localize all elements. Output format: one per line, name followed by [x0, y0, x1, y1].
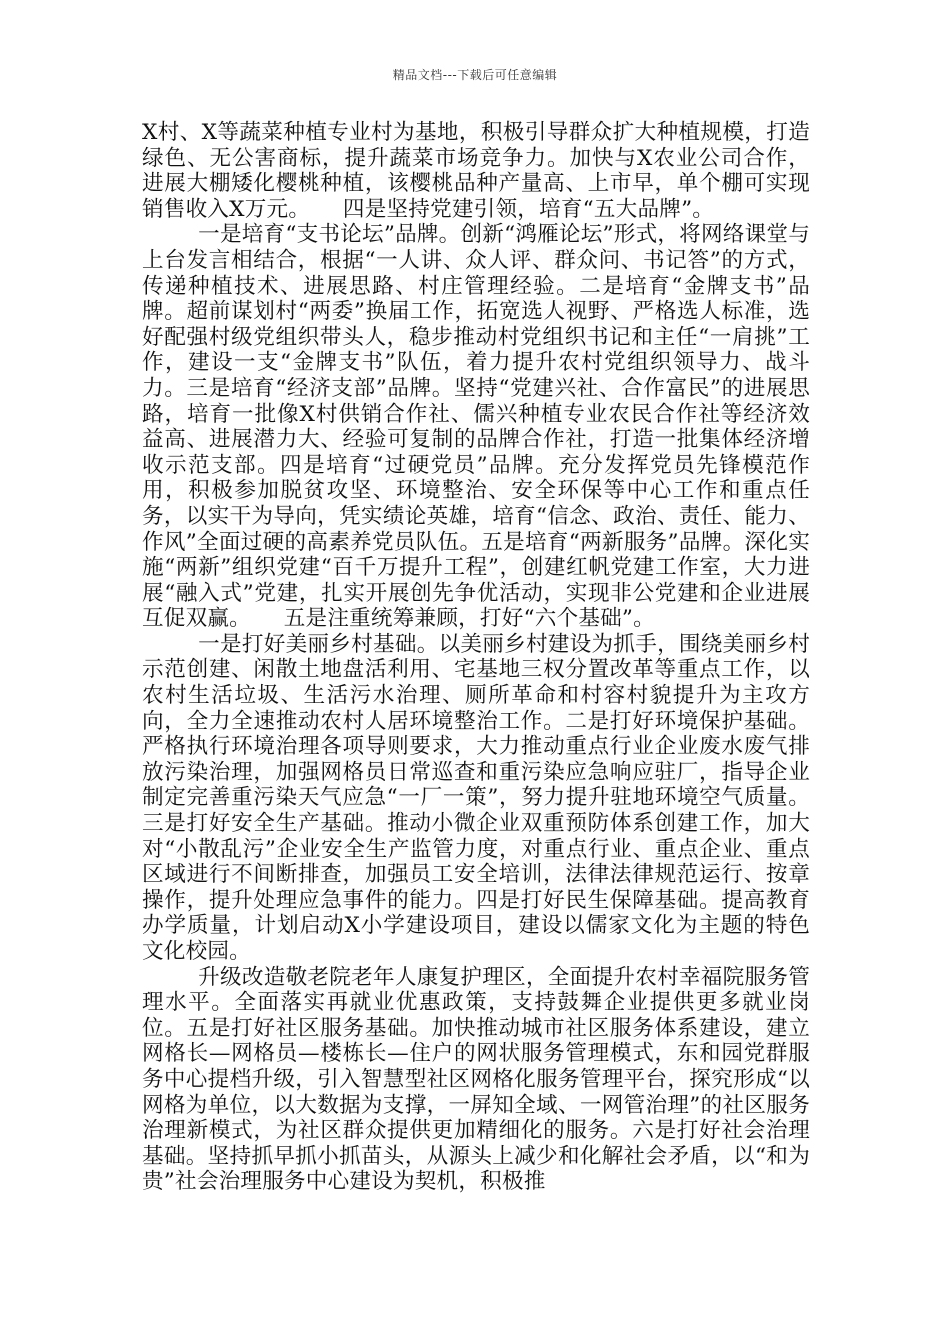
- page-header: 精品文档---下载后可任意编辑: [392, 68, 558, 82]
- paragraph: X村、X等蔬菜种植专业村为基地，积极引导群众扩大种植规模，打造绿色、无公害商标，提升蔬菜市场竞争力。加快与X农业公司合作，进展大棚矮化樱桃种植，该樱桃品种产量高、上市早，单个棚可实现销售收入X万元。 四是坚持党建引领，培育“五大品牌”。: [142, 120, 810, 222]
- paragraph: 升级改造敬老院老年人康复护理区，全面提升农村幸福院服务管理水平。全面落实再就业优惠政策，支持鼓舞企业提供更多就业岗位。五是打好社区服务基础。加快推动城市社区服务体系建设，建立网格长—网格员—楼栋长—住户的网状服务管理模式，东和园党群服务中心提档升级，引入智慧型社区网格化服务管理平台，探究形成“以网格为单位，以大数据为支撑，一屏知全域、一网管治理”的社区服务治理新模式，为社区群众提供更加精细化的服务。六是打好社会治理基础。坚持抓早抓小抓苗头，从源头上减少和化解社会矛盾，以“和为贵”社会治理服务中心建设为契机，积极推: [142, 964, 810, 1195]
- paragraph: 一是打好美丽乡村基础。以美丽乡村建设为抓手，围绕美丽乡村示范创建、闲散土地盘活利用、宅基地三权分置改革等重点工作，以农村生活垃圾、生活污水治理、厕所革命和村容村貌提升为主攻方向，全力全速推动农村人居环境整治工作。二是打好环境保护基础。严格执行环境治理各项导则要求，大力推动重点行业企业废水废气排放污染治理，加强网格员日常巡查和重污染应急响应驻厂，指导企业制定完善重污染天气应急“一厂一策”，努力提升驻地环境空气质量。三是打好安全生产基础。推动小微企业双重预防体系创建工作，加大对“小散乱污”企业安全生产监管力度，对重点行业、重点企业、重点区域进行不间断排查，加强员工安全培训，法律法律规范运行、按章操作，提升处理应急事件的能力。四是打好民生保障基础。提高教育办学质量，计划启动X小学建设项目，建设以儒家文化为主题的特色文化校园。: [142, 631, 810, 964]
- paragraph: 一是培育“支书论坛”品牌。创新“鸿雁论坛”形式，将网络课堂与上台发言相结合，根据“一人讲、众人评、群众问、书记答”的方式，传递种植技术、进展思路、村庄管理经验。二是培育“金牌支书”品牌。超前谋划村“两委”换届工作，拓宽选人视野、严格选人标准，选好配强村级党组织带头人，稳步推动村党组织书记和主任“一肩挑”工作，建设一支“金牌支书”队伍，着力提升农村党组织领导力、战斗力。三是培育“经济支部”品牌。坚持“党建兴社、合作富民”的进展思路，培育一批像X村供销合作社、儒兴种植专业农民合作社等经济效益高、进展潜力大、经验可复制的品牌合作社，打造一批集体经济增收示范支部。四是培育“过硬党员”品牌。充分发挥党员先锋模范作用，积极参加脱贫攻坚、环境整治、安全环保等中心工作和重点任务，以实干为导向，凭实绩论英雄，培育“信念、政治、责任、能力、作风”全面过硬的高素养党员队伍。五是培育“两新服务”品牌。深化实施“两新”组织党建“百千万提升工程”，创建红帆党建工作室，大力进展“融入式”党建，扎实开展创先争优活动，实现非公党建和企业进展互促双赢。 五是注重统筹兼顾，打好“六个基础”。: [142, 222, 810, 632]
- document-body: [142, 120, 810, 1195]
